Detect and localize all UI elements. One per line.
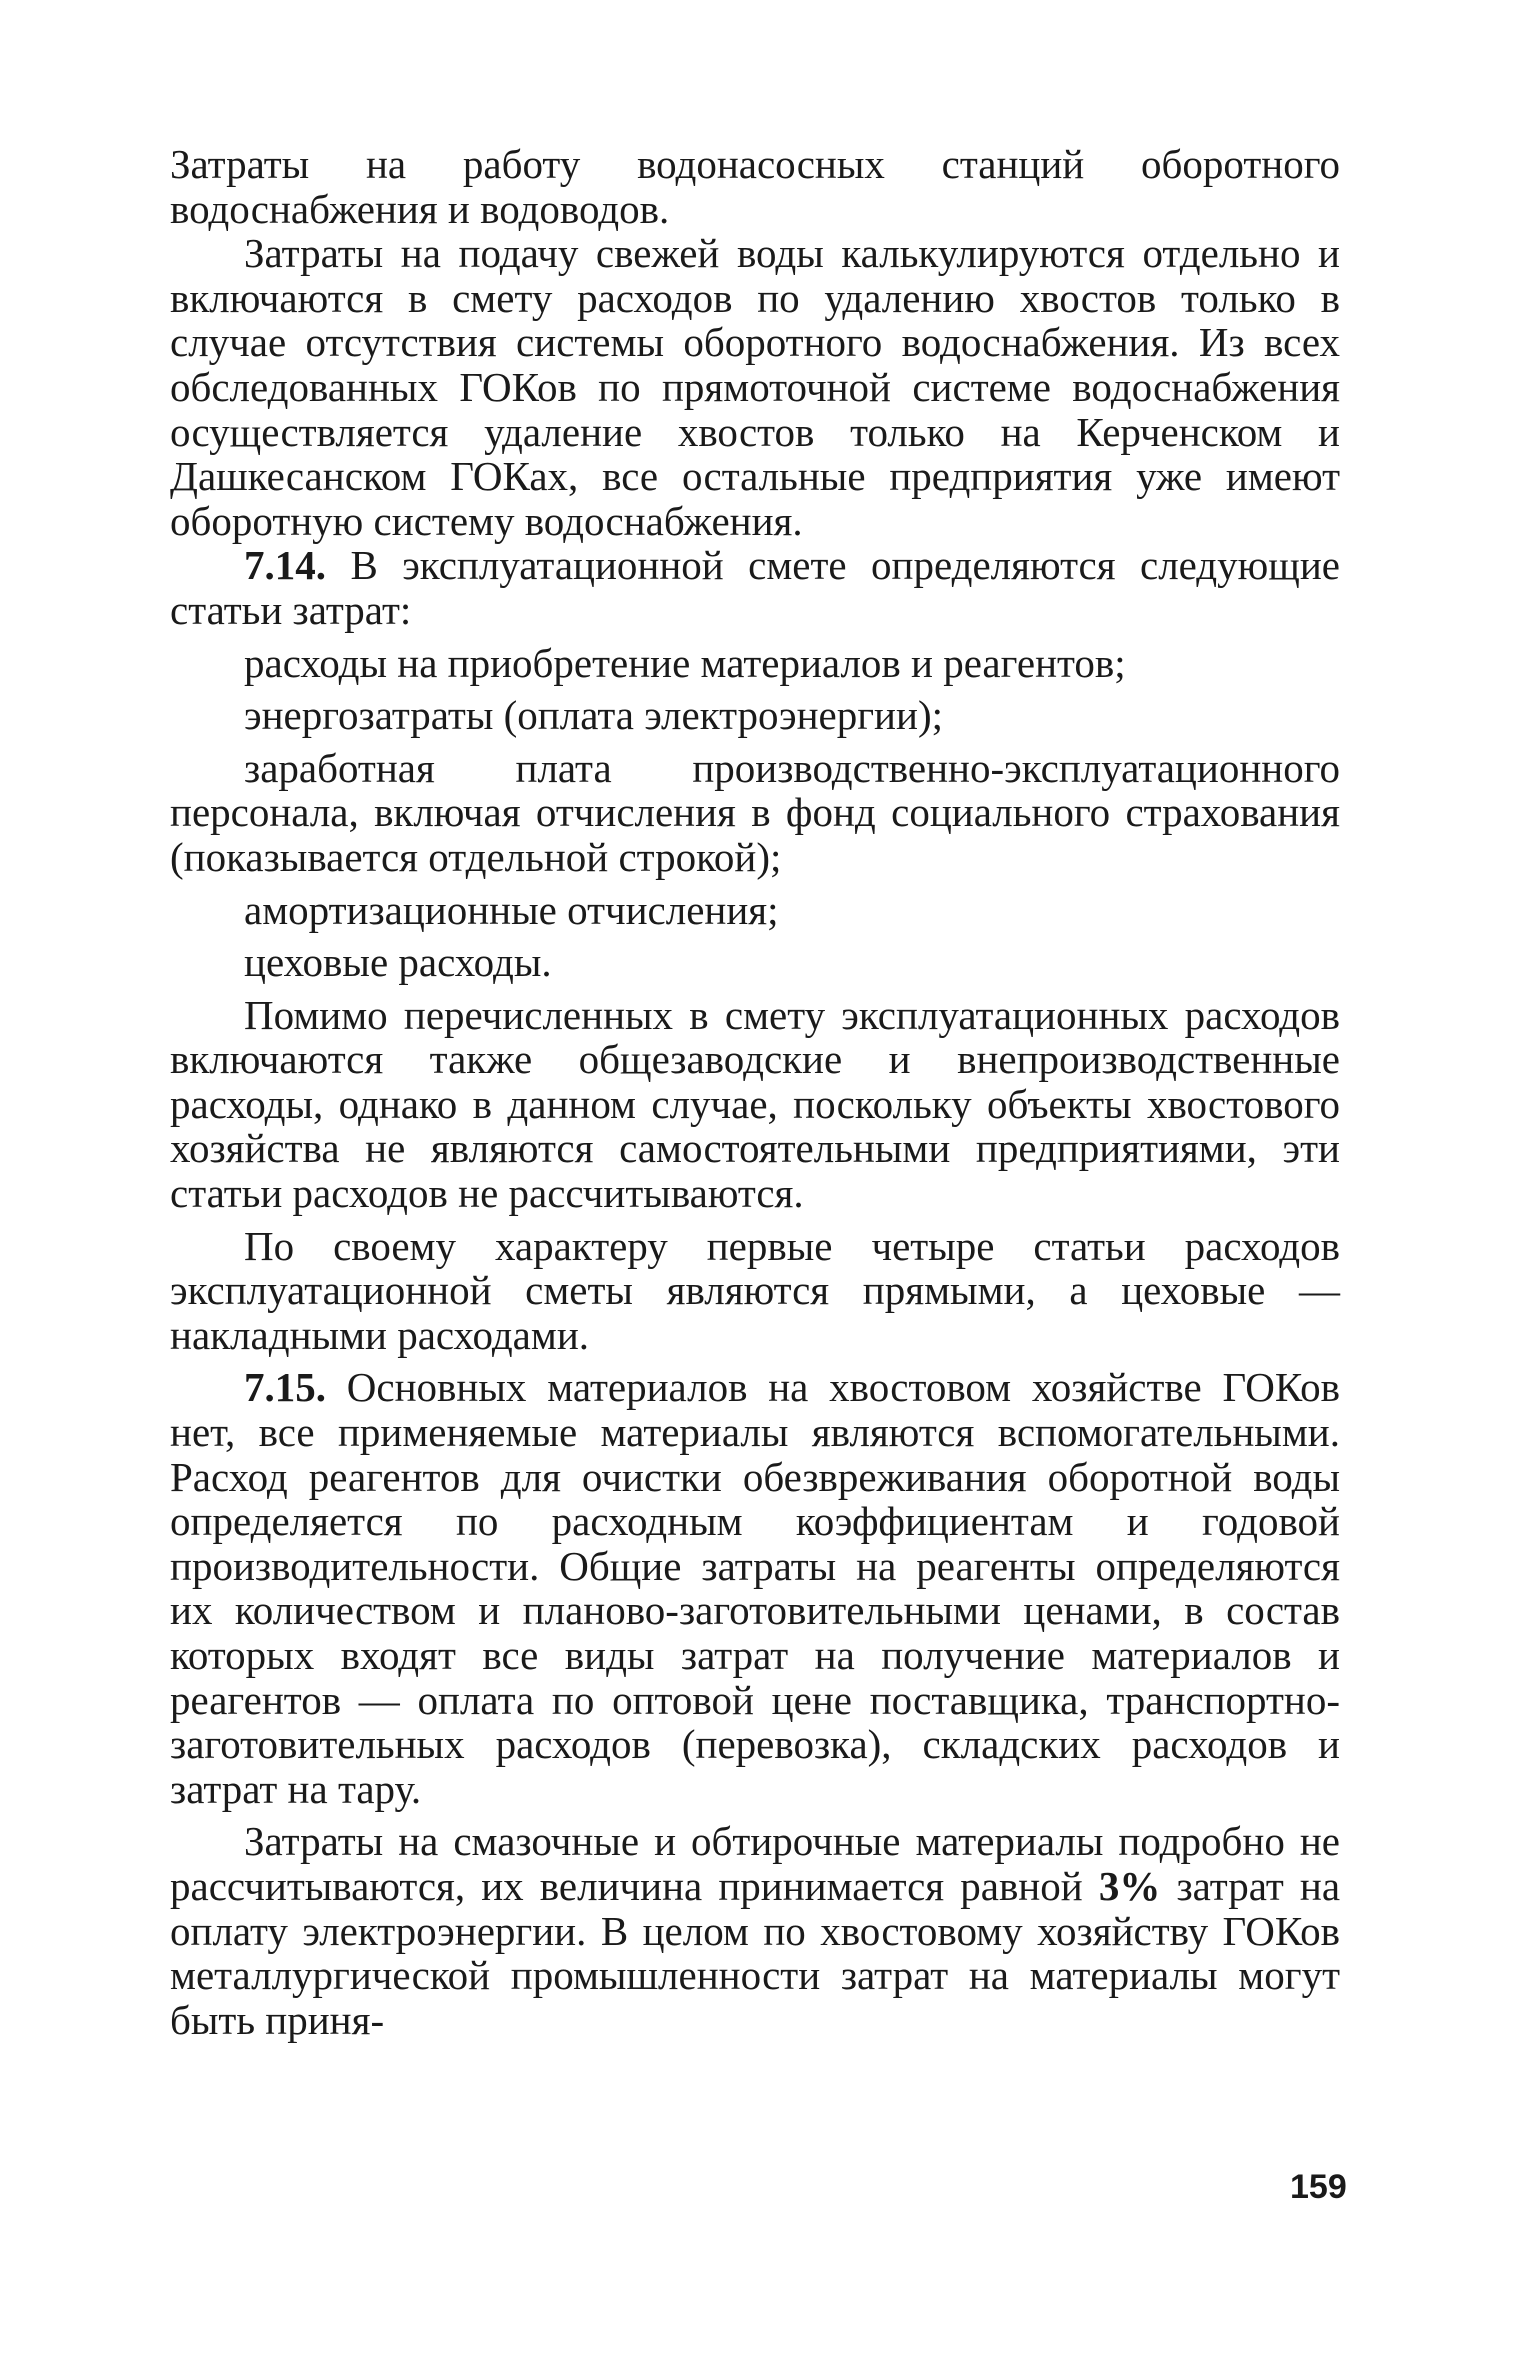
section-7-14-text: В эксплуатационной смете определяются следующие статьи затрат:: [170, 542, 1341, 633]
paragraph-direct-costs: По своему характеру первые четыре статьи расходов эксплуатационной сметы являются прямыми, а цеховые — накладными расходами.: [170, 1222, 1340, 1358]
list-item-energy: энергозатраты (оплата электроэнергии);: [244, 692, 943, 739]
page-number: 159: [1290, 2168, 1347, 2206]
paragraph-section-7-14: [170, 543, 1340, 632]
paragraph-water-supply-costs: Затраты на работу водонасосных станций оборотного водоснабжения и водоводов.: [170, 141, 1340, 232]
paragraph-section-7-15: [170, 1365, 1340, 1811]
section-number-7-15: 7.15.: [244, 1364, 326, 1411]
list-item-materials: расходы на приобретение материалов и реагентов;: [244, 639, 1126, 686]
paragraph-additional-costs: Помимо перечисленных в смету эксплуатационных расходов включаются также общезаводские и внепроизводственные расходы, однако в данном случае, поскольку объекты хвостового хозяйства не являются самостоятельными предприятиями, эти статьи расходов не рассчитываются.: [170, 991, 1340, 1217]
list-item-shop-costs: цеховые расходы.: [244, 939, 552, 986]
paragraph-lubricant-costs: [170, 1819, 1340, 2042]
percent-value: 3%: [1098, 1862, 1161, 1909]
paragraph-fresh-water-costs: Затраты на подачу свежей воды калькулируются отдельно и включаются в смету расходов по удалению хвостов только в случае отсутствия системы оборотного водоснабжения. Из всех обследованных ГОКов по прямоточной системе водоснабжения осуществляется удаление хвостов только на Керченском и Дашкесанском ГОКах, все остальные предприятия уже имеют оборотную систему водоснабжения.: [170, 230, 1340, 544]
document-page: [170, 142, 1340, 2042]
lubricant-text-a: Затраты на смазочные и обтирочные материалы подробно не рассчитываются, их величина принимается равной: [170, 1818, 1340, 1909]
lubricant-text-b: затрат на оплату электроэнергии. В целом по хвостовому хозяйству ГОКов металлургической промышленности затрат на материалы могут быть приня-: [170, 1862, 1341, 2043]
list-item-depreciation: амортизационные отчисления;: [244, 886, 779, 933]
section-number-7-14: 7.14.: [244, 542, 326, 589]
section-7-15-text: Основных материалов на хвостовом хозяйстве ГОКов нет, все применяемые материалы являются вспомогательными. Расход реагентов для очистки обезвреживания оборотной воды определяется по расходным коэффициентам и годовой производительности. Общие затраты на реагенты определяются их количеством и планово-заготовительными ценами, в состав которых входят все виды затрат на получение материалов и реагентов — оплата по оптовой цене поставщика, транспортно-заготовительных расходов (перевозка), складских расходов и затрат на тару.: [170, 1364, 1340, 1812]
list-item-wages: заработная плата производственно-эксплуатационного персонала, включая отчисления в фонд социального страхования (показывается отдельной строкой);: [170, 744, 1340, 880]
